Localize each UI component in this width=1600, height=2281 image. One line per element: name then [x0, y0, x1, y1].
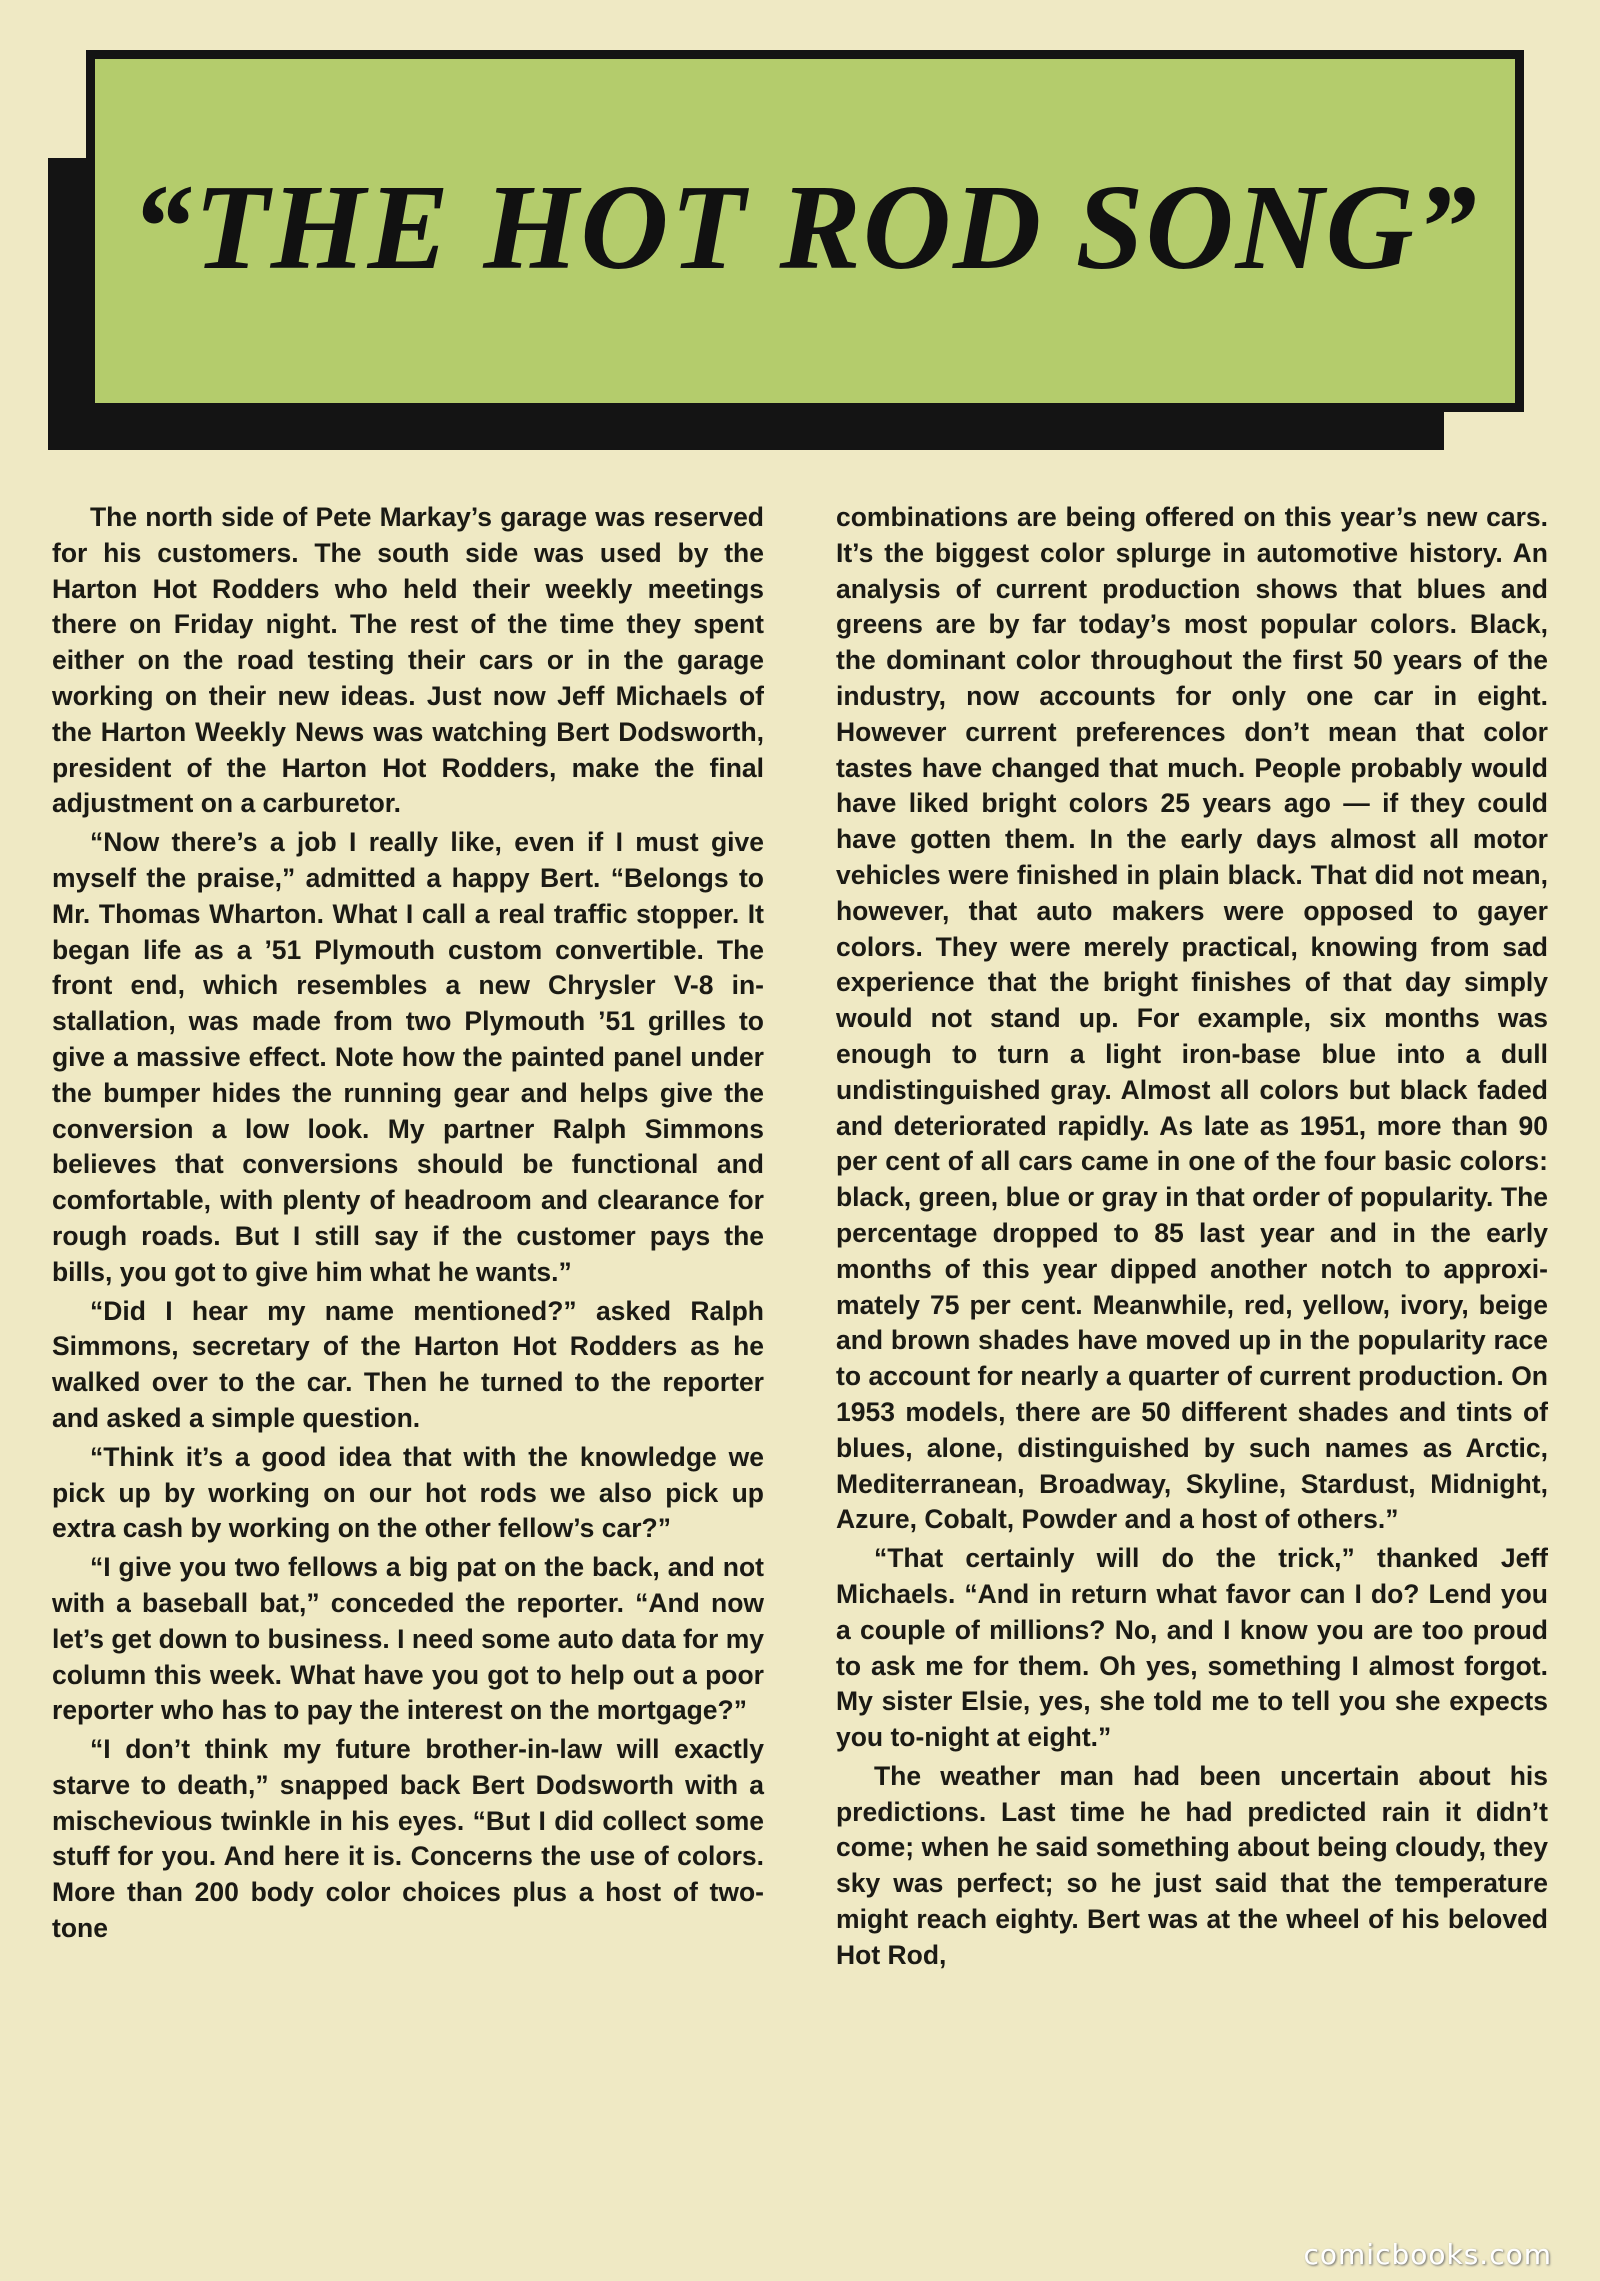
left-text-column — [52, 500, 764, 1950]
paragraph: “Think it’s a good idea that with the knowledge we pick up by working on our hot rods we also pick up extra cash by working on the other fellow’s car?” — [52, 1441, 764, 1544]
paragraph: “That certainly will do the trick,” thanked Jeff Michaels. “And in return what favor can I do? Lend you a couple of millions? No, and I know you are too proud to ask me for them. Oh yes, something I almost forgot. My sister Elsie, yes, she told me to tell you she expects you to-night at eight.” — [836, 1543, 1548, 1753]
paragraph: “I give you two fellows a big pat on the back, and not with a baseball bat,” conceded the reporter. “And now let’s get down to business. I need some auto data for my column this week. What have you got to help out a poor reporter who has to pay the interest on the mortgage?” — [52, 1552, 764, 1726]
paragraph: The north side of Pete Markay’s garage was reserved for his customers. The south side was used by the Harton Hot Rodders who held their weekly meetings there on Friday night. The rest of the time they spent either on the road testing their cars or in the garage working on their new ideas. Just now Jeff Michaels of the Harton Weekly News was watching Bert Dodsworth, president of the Harton Hot Rodders, make the final adjustment on a carburetor. — [52, 502, 764, 819]
paragraph-continued: combinations are being offered on this year’s new cars. It’s the biggest color splurge in automotive history. An analysis of current production shows that blues and greens are by far today’s most popular colors. Black, the dominant color throughout the first 50 years of the industry, now accounts for only one car in eight. However current preferences don’t mean that color tastes have changed that much. People probably would have liked bright colors 25 years ago — if they could have gotten them. In the early days almost all motor vehicles were finished in plain black. That did not mean, however, that auto makers were opposed to gayer colors. They were merely practical, knowing from sad experience that the bright finishes of that day simply would not stand up. For example, six months was enough to turn a light iron-base blue into a dull undistinguished gray. Almost all colors but black faded and deteriorated rapidly. As late as 1951, more than 90 per cent of all cars came in one of the four basic colors: black, green, blue or gray in that order of popularity. The percentage dropped to 85 last year and in the early months of this year dipped another notch to approximately 75 per cent. Meanwhile, red, yellow, ivory, beige and brown shades have moved up in the popularity race to account for nearly a quarter of current production. On 1953 models, there are 50 different shades and tints of blues, alone, distinguished by such names as Arctic, Mediterranean, Broadway, Skyline, Stardust, Midnight, Azure, Cobalt, Powder and a host of others.” — [836, 502, 1548, 1535]
site-watermark: comicbooks.com — [1303, 2238, 1552, 2271]
paragraph: “Now there’s a job I really like, even if I must give myself the praise,” admitted a happy Bert. “Belongs to Mr. Thomas Wharton. What I call a real traffic stopper. It began life as a ’51 Plymouth custom convertible. The front end, which resembles a new Chrysler V-8 installation, was made from two Plymouth ’51 grilles to give a massive effect. Note how the painted panel under the bumper hides the running gear and helps give the conversion a low look. My partner Ralph Simmons believes that conversions should be functional and comfortable, with plenty of headroom and clearance for rough roads. But I still say if the customer pays the bills, you got to give him what he wants.” — [52, 827, 764, 1287]
right-text-column — [836, 500, 1548, 1977]
paragraph: The weather man had been uncertain about his predictions. Last time he had predicted rain it didn’t come; when he said something about being cloudy, they sky was perfect; so he just said that the temperature might reach eighty. Bert was at the wheel of his beloved Hot Rod, — [836, 1760, 1548, 1970]
story-title: “THE HOT ROD SONG” — [131, 160, 1479, 295]
paragraph: “Did I hear my name mentioned?” asked Ralph Simmons, secretary of the Harton Hot Rodders as he walked over to the car. Then he turned to the reporter and asked a simple question. — [52, 1295, 764, 1433]
paragraph: “I don’t think my future brother-in-law will exactly starve to death,” snapped back Bert Dodsworth with a mischevious twinkle in his eyes. “But I did collect some stuff for you. And here it is. Concerns the use of colors. More than 200 body color choices plus a host of two-tone — [52, 1734, 764, 1944]
title-panel — [86, 50, 1524, 412]
